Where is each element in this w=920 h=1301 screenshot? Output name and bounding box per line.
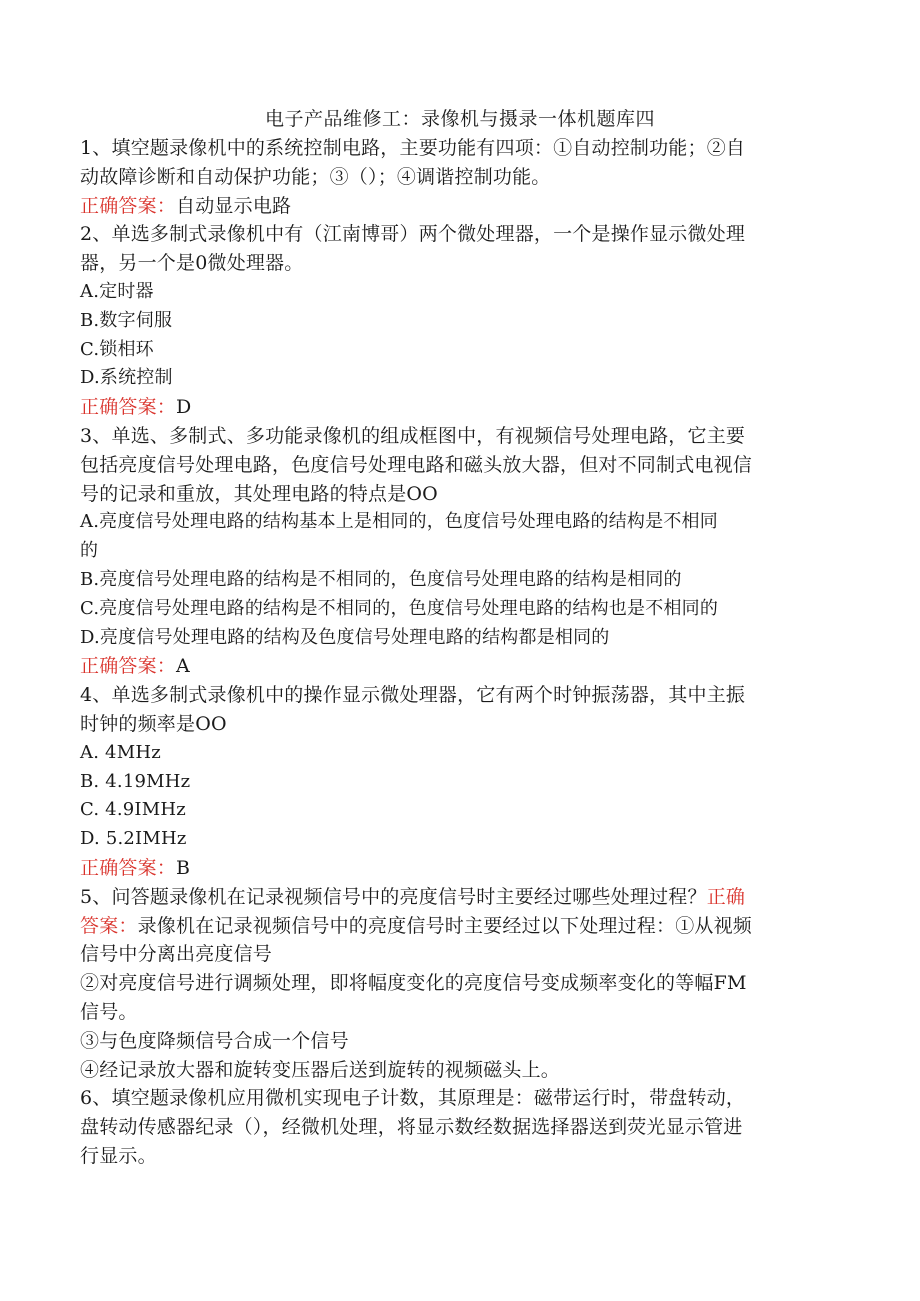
option-d: D.系统控制 (80, 367, 173, 389)
question-text-line: 3、单选、多制式、多功能录像机的组成框图中，有视频信号处理电路，它主要 (80, 424, 746, 447)
option-a: A.亮度信号处理电路的结构基本上是相同的，色度信号处理电路的结构是不相同 (80, 511, 718, 533)
answer-line (80, 393, 840, 422)
question-1 (80, 134, 840, 220)
question-text-line: 时钟的频率是OO (80, 712, 227, 735)
answer-text-line: ③与色度降频信号合成一个信号 (80, 1029, 349, 1052)
option-b: B.数字伺服 (80, 309, 173, 331)
answer-label-part1: 正确 (706, 885, 746, 908)
question-text-line: 6、填空题录像机应用微机实现电子计数，其原理是：磁带运行时，带盘转动， (80, 1087, 746, 1110)
question-text-line: 盘转动传感器纪录（），经微机处理，将显示数经数据选择器送到荧光显示管进 (80, 1116, 743, 1139)
answer-text-line: ②对亮度信号进行调频处理，即将幅度变化的亮度信号变成频率变化的等幅FM (80, 972, 747, 995)
answer-value: B (176, 856, 191, 879)
answer-label: 正确答案： (80, 856, 177, 879)
question-text-line: 动故障诊断和自动保护功能；③（）；④调谐控制功能。 (80, 165, 551, 188)
question-6 (80, 1084, 840, 1170)
question-text-line: 4、单选多制式录像机中的操作显示微处理器，它有两个时钟振荡器，其中主振 (80, 684, 746, 707)
answer-line (80, 854, 840, 883)
option-d: D.亮度信号处理电路的结构及色度信号处理电路的结构都是相同的 (80, 626, 610, 648)
question-text-line: 器，另一个是0微处理器。 (80, 252, 304, 275)
answer-label: 正确答案： (80, 194, 177, 217)
answer-label: 正确答案： (80, 396, 177, 419)
document-page (80, 104, 840, 1171)
answer-value: A (176, 655, 190, 678)
option-c: C.亮度信号处理电路的结构是不相同的，色度信号处理电路的结构也是不相同的 (80, 597, 719, 619)
answer-label: 正确答案： (80, 655, 177, 678)
question-text-line: 行显示。 (80, 1144, 157, 1167)
question-5 (80, 883, 840, 1085)
answer-text-line: 信号。 (80, 1000, 138, 1023)
question-3 (80, 422, 840, 681)
question-text-line: 2、单选多制式录像机中有（江南博哥）两个微处理器，一个是操作显示微处理 (80, 223, 746, 246)
question-text-line: 1、填空题录像机中的系统控制电路，主要功能有四项：①自动控制功能；②自 (80, 137, 746, 159)
option-c: C.锁相环 (80, 338, 154, 360)
document-title: 电子产品维修工：录像机与摄录一体机题库四 (264, 108, 655, 130)
answer-text-line: 信号中分离出亮度信号 (80, 943, 273, 966)
option-b: B. 4.19MHz (80, 770, 191, 792)
option-d: D. 5.2IMHz (80, 828, 187, 850)
option-c: C. 4.9IMHz (80, 799, 186, 821)
question-text-line: 号的记录和重放，其处理电路的特点是OO (80, 482, 438, 505)
question-text-line: 包括亮度信号处理电路，色度信号处理电路和磁头放大器，但对不同制式电视信 (80, 453, 753, 476)
option-b: B.亮度信号处理电路的结构是不相同的，色度信号处理电路的结构是相同的 (80, 568, 682, 590)
option-a-continued: 的 (80, 540, 99, 562)
question-2 (80, 220, 840, 422)
question-text-line (80, 883, 840, 912)
answer-line (80, 192, 840, 221)
answer-line (80, 912, 840, 941)
question-4 (80, 681, 840, 883)
answer-label-part2: 答案： (80, 914, 138, 937)
question-text: 5、问答题录像机在记录视频信号中的亮度信号时主要经过哪些处理过程？ (80, 885, 707, 908)
answer-text: 录像机在记录视频信号中的亮度信号时主要经过以下处理过程：①从视频 (137, 914, 753, 937)
answer-text-line: ④经记录放大器和旋转变压器后送到旋转的视频磁头上。 (80, 1058, 561, 1081)
option-a: A. 4MHz (80, 741, 161, 763)
answer-line (80, 652, 840, 681)
answer-value: 自动显示电路 (176, 194, 292, 217)
option-a: A.定时器 (80, 280, 154, 302)
answer-value: D (176, 396, 192, 419)
